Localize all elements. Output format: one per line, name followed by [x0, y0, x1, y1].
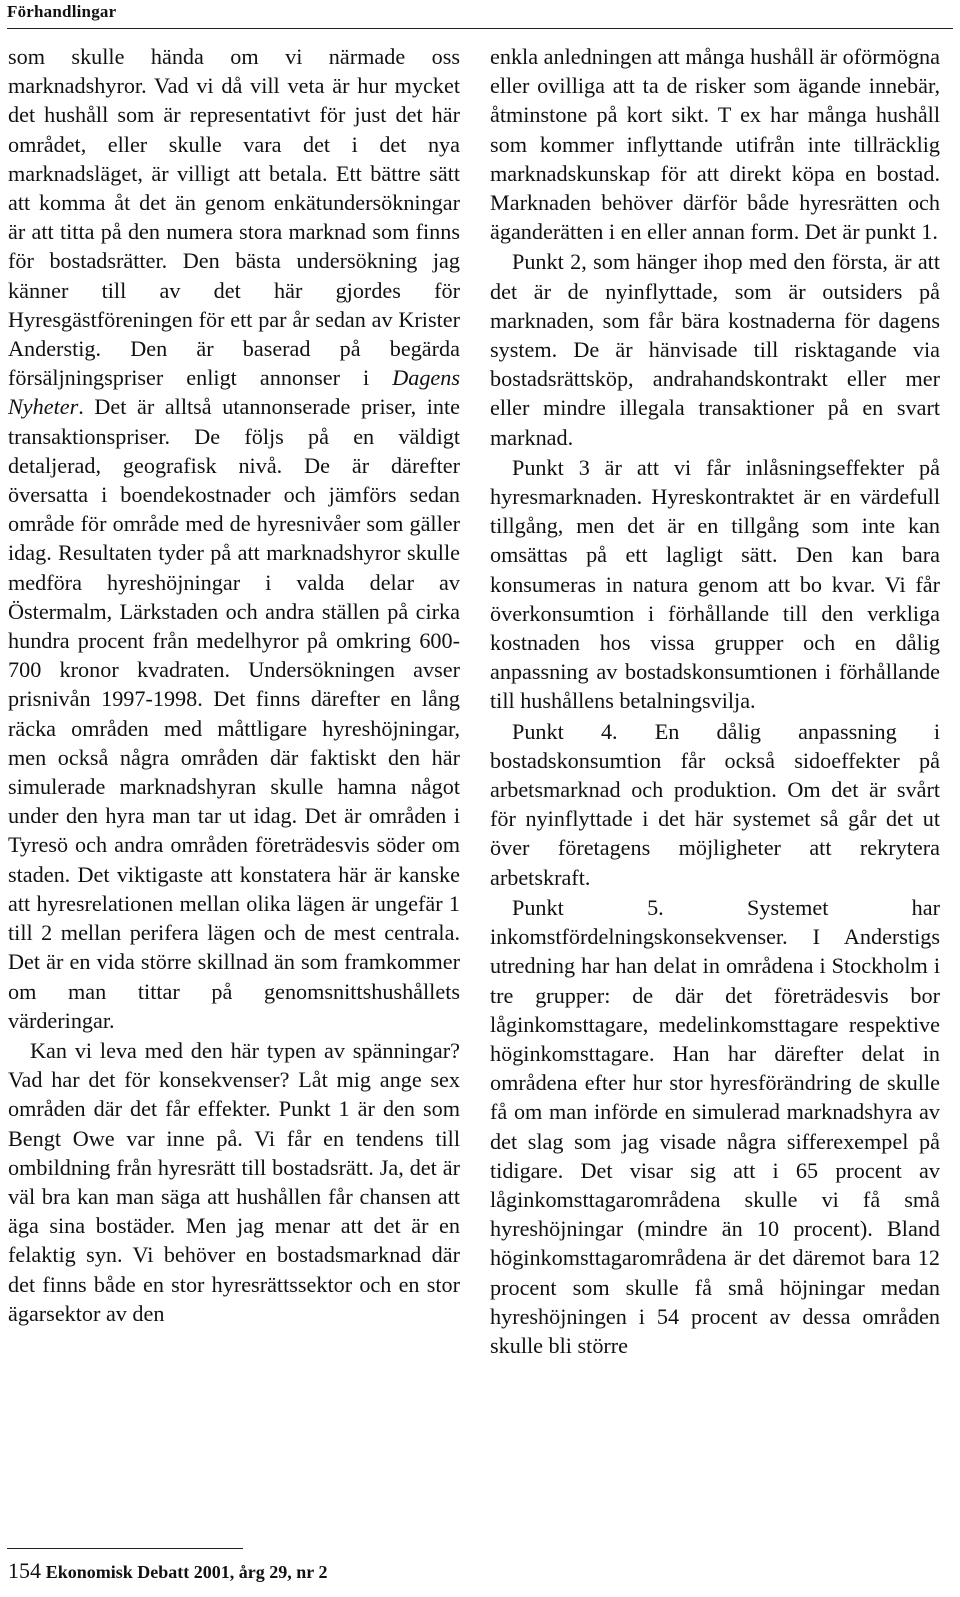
right-paragraph-5: Punkt 5. Systemet har inkomstfördelningskonsekvenser. I Anderstigs utredning har han delat in områdena i Stockholm i tre grupper: de där det företrädesvis bor låginkomsttagare, medelinkomsttagare respektive höginkomsttagare. Han har därefter delat in områdena efter hur stor hyresförändring de skulle få om man införde en simulerad marknadshyra av det slag som jag visade några sifferexempel på tidigare. Det visar sig att i 65 procent av låginkomsttagarområdena skulle vi få små hyreshöjningar (mindre än 10 procent). Bland höginkomsttagarområdena är det däremot bara 12 procent som skulle få små höjningar medan hyreshöjningen i 54 procent av dessa områden skulle bli större: [490, 894, 940, 1358]
newspaper-title: Dagens Nyheter: [8, 365, 460, 420]
running-head: Förhandlingar: [7, 2, 117, 21]
right-paragraph-2: Punkt 2, som hänger ihop med den första, är att det är de nyinflyttade, som är outsiders på marknaden, som får bära kostnaderna för dagens system. De är hänvisade till risktagande via bostadsrättsköp, andrahandskontrakt eller mer eller mindre illegala transaktioner på en svart marknad.: [490, 249, 940, 450]
left-paragraph-2: Kan vi leva med den här typen av spänningar? Vad har det för konsekvenser? Låt mig ange sex områden där det får effekter. Punkt 1 är den som Bengt Owe var inne på. Vi får en tendens till ombildning från hyresrätt till bostadsrätt. Ja, det är väl bra kan man säga att hushållen får chansen att äga sina bostäder. Men jag menar att det är en felaktig syn. Vi behöver en bostadsmarknad där det finns både en stor hyresrättssektor och en stor ägarsektor av den: [8, 1037, 460, 1326]
left-column: [8, 42, 460, 1328]
header-rule: [7, 28, 953, 29]
right-paragraph-1: enkla anledningen att många hushåll är oförmögna eller ovilliga att ta de risker som ägande innebär, åtminstone på kort sikt. T ex har många hushåll som kommer inflyttande utifrån inte tillräcklig marknadskunskap för att direkt köpa en bostad. Marknaden behöver därför både hyresrätten och äganderätten i en eller annan form. Det är punkt 1.: [490, 44, 940, 245]
left-paragraph-1-text-b: . Det är alltså utannonserade priser, inte transaktionspriser. De följs på en väldigt detaljerad, geografisk nivå. De är därefter översatta i boendekostnader och jämförs sedan område för område med de hyresnivåer som gäller idag. Resultaten tyder på att marknadshyror skulle medföra hyreshöjningar i valda delar av Östermalm, Lärkstaden och andra ställen på cirka hundra procent från medelhyror på omkring 600-700 kronor kvadraten. Undersökningen avser prisnivån 1997-1998. Det finns därefter en lång räcka områden med måttligare hyreshöjningar, men också några områden där faktiskt den här simulerade marknadshyran skulle hamna något under den hyra man tar ut idag. Det är områden i Tyresö och andra områden företrädesvis söder om staden. Det viktigaste att konstatera här är kanske att hyresrelationen mellan olika lägen är ungefär 1 till 2 mellan perifera lägen och de mest centrala. Det är en vida större skillnad än som framkommer om man tittar på genomsnittshushållets värderingar.: [8, 394, 460, 1033]
footer-rule: [7, 1548, 243, 1549]
right-paragraph-3: Punkt 3 är att vi får inlåsningseffekter på hyresmarknaden. Hyreskontraktet är en värdefull tillgång, men det är en tillgång som inte kan omsättas på ett lagligt sätt. Den kan bara konsumeras in natura genom att bo kvar. Vi får överkonsumtion i förhållande till den verkliga kostnaden hos vissa grupper och en dålig anpassning av bostadskonsumtionen i förhållande till hushållens betalningsvilja.: [490, 454, 940, 714]
right-column: [490, 42, 940, 1360]
page-number: 154: [8, 1558, 41, 1583]
journal-name: Ekonomisk Debatt 2001, årg 29, nr 2: [45, 1562, 328, 1582]
left-paragraph-1-text-a: som skulle hända om vi närmade oss marknadshyror. Vad vi då vill veta är hur mycket det hushåll som är representativt för just det här området, eller skulle vara det i det nya marknadsläget, är villigt att betala. Ett bättre sätt att komma åt det än genom enkätundersökningar är att titta på den numera stora marknad som finns för bostadsrätter. Den bästa undersökning jag känner till av det här gjordes för Hyresgästföreningen för ett par år sedan av Krister Anderstig. Den är baserad på begärda försäljningspriser enligt annonser i: [8, 44, 460, 391]
left-paragraph-1: [8, 42, 460, 1035]
footer: [8, 1558, 327, 1584]
right-paragraph-4: Punkt 4. En dålig anpassning i bostadskonsumtion får också sidoeffekter på arbetsmarknad och produktion. Om det är svårt för nyinflyttade i det här systemet så går det ut över företagens möjligheter att rekrytera arbetskraft.: [490, 718, 940, 890]
